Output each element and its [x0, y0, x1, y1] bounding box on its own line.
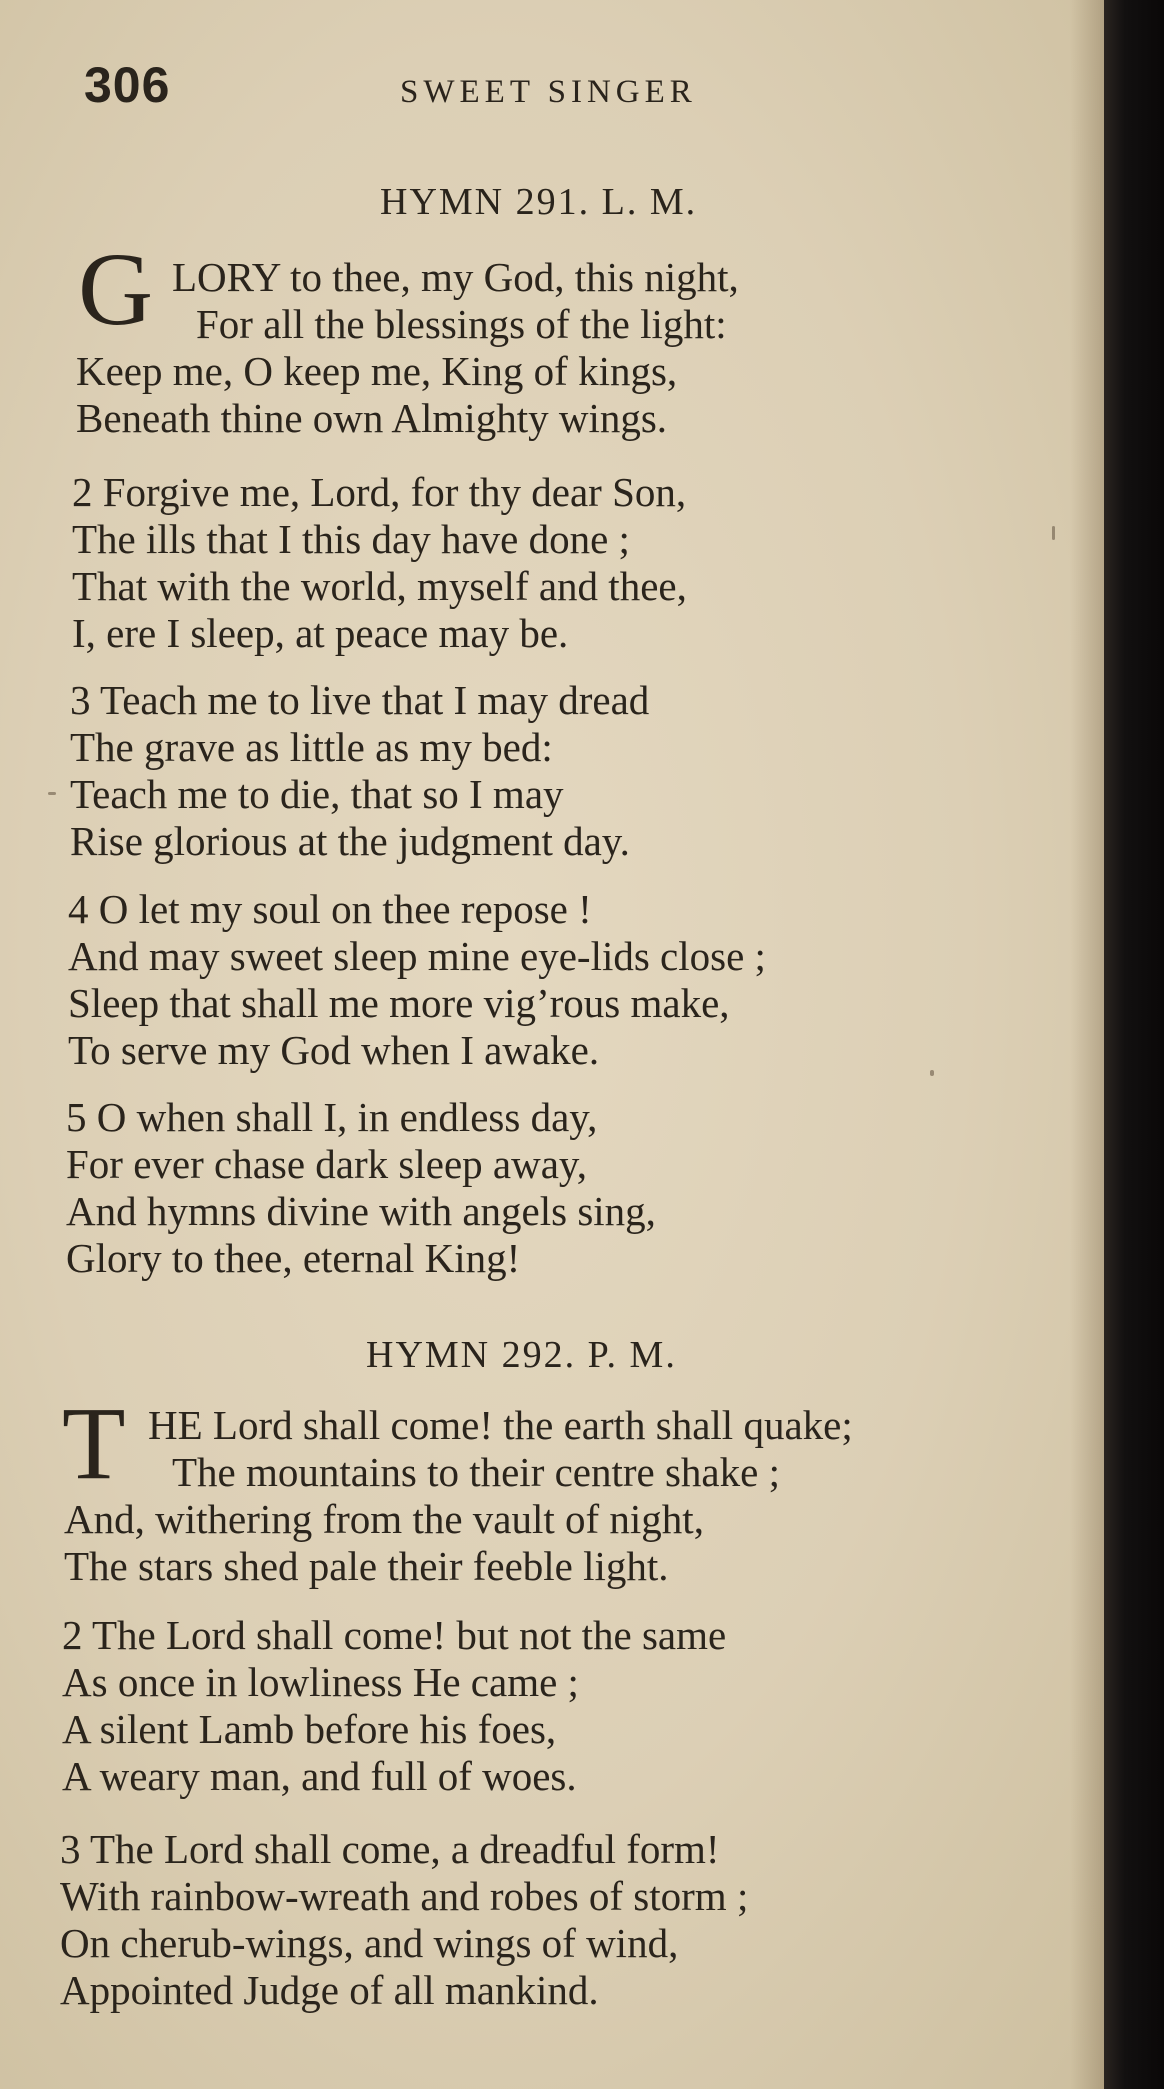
paper-speck — [930, 1070, 934, 1076]
verse-line: With rainbow-wreath and robes of storm ; — [60, 1873, 749, 1919]
stanza — [76, 348, 677, 442]
hymn-first-lines — [172, 254, 739, 348]
verse-line: 4 O let my soul on thee repose ! — [68, 886, 592, 932]
verse-line: That with the world, myself and thee, — [72, 563, 687, 609]
verse-line: 3 Teach me to live that I may dread — [70, 677, 650, 723]
page-number: 306 — [84, 57, 171, 113]
verse-line: The grave as little as my bed: — [70, 724, 553, 770]
verse-line: 2 Forgive me, Lord, for thy dear Son, — [72, 469, 687, 515]
verse-line: For all the blessings of the light: — [196, 301, 727, 347]
verse-line: And, withering from the vault of night, — [64, 1496, 704, 1542]
paper-speck — [1052, 526, 1055, 540]
verse-line: A weary man, and full of woes. — [62, 1753, 577, 1799]
verse-line: To serve my God when I awake. — [68, 1027, 600, 1073]
page-gutter-shadow — [1070, 0, 1104, 2089]
hymn-title: HYMN 291. L. M. — [380, 181, 698, 223]
verse-line: HE Lord shall come! the earth shall quake; — [148, 1402, 853, 1448]
running-head: SWEET SINGER — [400, 74, 697, 110]
verse-line: And may sweet sleep mine eye-lids close ; — [68, 933, 766, 979]
page-header — [84, 56, 904, 126]
verse-line: Teach me to die, that so I may — [70, 771, 564, 817]
hymn-first-lines — [148, 1402, 853, 1496]
stanza — [62, 1612, 726, 1800]
stanza — [72, 469, 687, 657]
drop-cap: T — [62, 1386, 126, 1501]
verse-line: The stars shed pale their feeble light. — [64, 1543, 669, 1589]
verse-line: And hymns divine with angels sing, — [66, 1188, 656, 1234]
verse-line: LORY to thee, my God, this night, — [172, 254, 739, 300]
verse-line: Glory to thee, eternal King! — [66, 1235, 521, 1281]
verse-line: Sleep that shall me more vig’rous make, — [68, 980, 730, 1026]
stanza — [70, 677, 649, 865]
verse-line: A silent Lamb before his foes, — [62, 1706, 557, 1752]
stanza — [68, 886, 766, 1074]
verse-line: 2 The Lord shall come! but not the same — [62, 1612, 727, 1658]
stanza — [60, 1826, 748, 2014]
verse-line: 3 The Lord shall come, a dreadful form! — [60, 1826, 720, 1872]
verse-line: On cherub-wings, and wings of wind, — [60, 1920, 679, 1966]
verse-line: Rise glorious at the judgment day. — [70, 818, 630, 864]
verse-line: Beneath thine own Almighty wings. — [76, 395, 668, 441]
verse-line: Keep me, O keep me, King of kings, — [76, 348, 678, 394]
stanza — [64, 1496, 704, 1590]
verse-line: The ills that I this day have done ; — [72, 516, 630, 562]
verse-line: The mountains to their centre shake ; — [172, 1449, 780, 1495]
verse-line: As once in lowliness He came ; — [62, 1659, 579, 1705]
verse-line: For ever chase dark sleep away, — [66, 1141, 587, 1187]
verse-line: 5 O when shall I, in endless day, — [66, 1094, 598, 1140]
drop-cap: G — [78, 232, 154, 347]
stanza — [66, 1094, 656, 1282]
paper-speck — [48, 792, 56, 795]
verse-line: Appointed Judge of all mankind. — [60, 1967, 599, 2013]
book-edge — [1104, 0, 1164, 2089]
hymn-title: HYMN 292. P. M. — [366, 1334, 677, 1376]
verse-line: I, ere I sleep, at peace may be. — [72, 610, 569, 656]
